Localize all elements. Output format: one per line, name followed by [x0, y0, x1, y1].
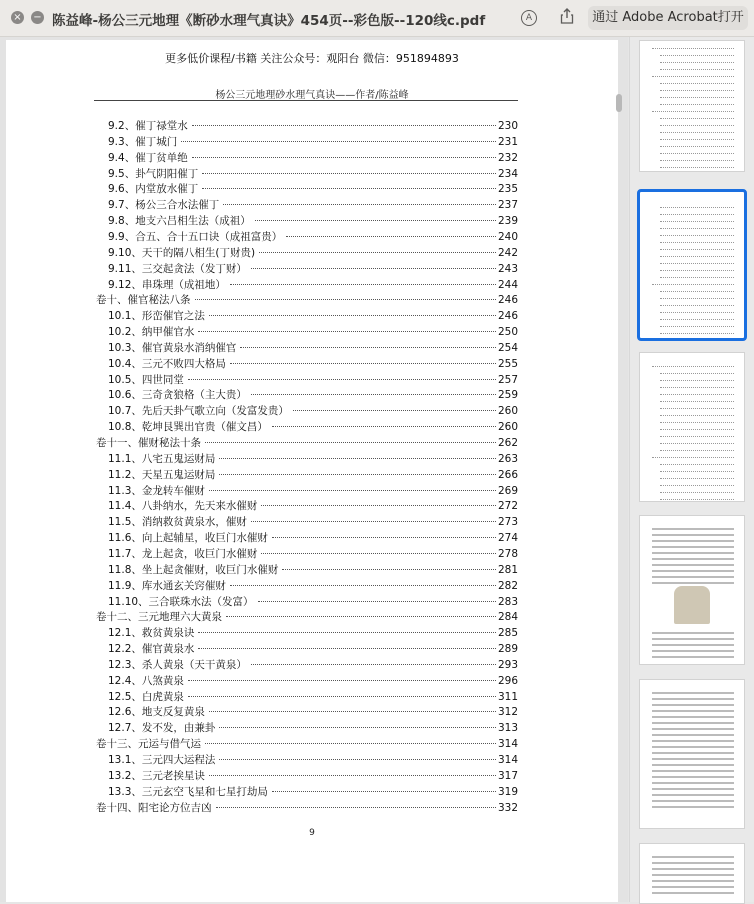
toc-entry-label: 9.3、催丁城门 [108, 135, 178, 148]
toc-entry[interactable] [108, 372, 518, 388]
toc-entry[interactable] [108, 419, 518, 435]
toc-leader-dots [188, 680, 496, 681]
toc-leader-dots [181, 141, 496, 142]
toc-entry-page: 273 [497, 516, 518, 529]
toc-entry-label: 11.3、金龙转车催财 [108, 484, 205, 497]
toc-leader-dots [226, 616, 496, 617]
toc-entry-label: 11.8、坐上起贪催财，收巨门水催财 [108, 563, 279, 576]
page-thumbnail[interactable] [639, 679, 745, 829]
toc-entry-label: 10.2、纳甲催官水 [108, 326, 195, 339]
close-window-button[interactable]: × [11, 11, 24, 24]
toc-entry-label: 12.3、杀人黄泉（天干黄泉） [108, 658, 247, 671]
toc-entry[interactable] [108, 150, 518, 166]
toc-leader-dots [282, 569, 496, 570]
toc-entry-label: 12.5、白虎黄泉 [108, 690, 184, 703]
toc-entry[interactable] [108, 451, 518, 467]
toc-leader-dots [198, 632, 496, 633]
portrait-figure-icon [674, 586, 710, 624]
title-bar [0, 0, 754, 37]
toc-entry-page: 314 [497, 754, 518, 766]
toc-leader-dots [251, 268, 496, 269]
toc-entry-label: 9.7、杨公三合水法催丁 [108, 199, 220, 212]
toc-entry[interactable] [108, 245, 518, 261]
toc-entry-label: 10.1、形峦催官之法 [108, 310, 205, 323]
toc-entry[interactable] [108, 340, 518, 356]
toc-entry-page: 296 [497, 674, 518, 687]
toc-entry-label: 9.5、卦气阴阳催丁 [108, 167, 199, 180]
toc-entry-label: 12.6、地支反复黄泉 [108, 706, 205, 719]
toc-entry[interactable] [96, 435, 518, 451]
toc-entry[interactable] [108, 625, 518, 641]
toc-leader-dots [202, 173, 496, 174]
thumbnail-sidebar[interactable] [629, 37, 754, 902]
toc-entry[interactable] [108, 546, 518, 562]
toc-entry-page: 255 [497, 357, 518, 370]
toc-leader-dots [293, 410, 496, 411]
pdf-page [6, 40, 618, 902]
toc-entry-label: 13.2、三元老挨星诀 [108, 769, 205, 782]
toc-leader-dots [202, 188, 496, 189]
toc-entry-label: 卷十、催官秘法八条 [96, 294, 191, 307]
toc-entry-label: 11.5、消纳救贫黄泉水，催财 [108, 516, 247, 529]
toc-entry[interactable] [108, 356, 518, 372]
toc-entry[interactable] [108, 118, 518, 134]
header-rule [94, 100, 518, 101]
toc-entry[interactable] [108, 530, 518, 546]
toc-entry[interactable] [108, 277, 518, 293]
toc-entry[interactable] [108, 166, 518, 182]
toc-leader-dots [219, 727, 496, 728]
toc-entry[interactable] [108, 562, 518, 578]
toc-entry-label: 10.3、催官黄泉水消纳催官 [108, 341, 237, 354]
toc-entry[interactable] [108, 403, 518, 419]
page-thumbnail-selected[interactable] [637, 189, 747, 341]
toc-entry-page: 313 [497, 722, 518, 735]
toc-entry-page: 240 [497, 230, 518, 243]
toc-leader-dots [251, 521, 496, 522]
toc-entry-page: 243 [497, 262, 518, 275]
minimize-window-button[interactable]: − [31, 11, 44, 24]
toc-entry-label: 9.8、地支六吕相生法（成祖） [108, 215, 251, 228]
toc-entry[interactable] [108, 197, 518, 213]
toc-entry-page: 250 [497, 326, 518, 339]
toc-leader-dots [209, 775, 496, 776]
toc-leader-dots [198, 648, 496, 649]
toc-entry-label: 9.11、三交起贪法（发丁财） [108, 262, 247, 275]
toc-entry-label: 12.4、八煞黄泉 [108, 674, 184, 687]
toc-entry-page: 274 [497, 532, 518, 545]
toc-entry-label: 卷十四、阳宅论方位吉凶 [96, 801, 212, 814]
toc-entry-page: 319 [497, 785, 518, 798]
toc-leader-dots [272, 537, 496, 538]
toc-entry-page: 272 [497, 500, 518, 513]
toc-entry-page: 311 [497, 690, 518, 703]
toc-entry-label: 11.9、库水通玄关窍催财 [108, 579, 226, 592]
toc-entry[interactable] [96, 292, 518, 308]
toc-entry-page: 246 [497, 310, 518, 323]
page-thumbnail[interactable] [639, 843, 745, 904]
toc-entry[interactable] [108, 181, 518, 197]
toc-leader-dots [219, 759, 496, 760]
toc-entry-label: 12.1、救贫黄泉诀 [108, 627, 195, 640]
toc-entry-page: 284 [497, 611, 518, 624]
toc-entry-page: 285 [497, 627, 518, 640]
toc-entry[interactable] [108, 689, 518, 705]
main-scrollbar[interactable] [616, 94, 622, 112]
toc-entry-label: 9.9、合五、合十五口诀（成祖富贵） [108, 230, 283, 243]
toc-entry[interactable] [96, 609, 518, 625]
toc-entry-label: 11.7、龙上起贪，收巨门水催财 [108, 547, 258, 560]
toc-leader-dots [209, 711, 496, 712]
toc-entry-label: 12.7、发不发，由兼卦 [108, 722, 216, 735]
toc-entry[interactable] [108, 673, 518, 689]
page-thumbnail[interactable] [639, 352, 745, 502]
toc-entry-label: 11.4、八卦纳水，先天来水催财 [108, 500, 258, 513]
toc-entry-page: 246 [497, 294, 518, 307]
toc-entry[interactable] [108, 514, 518, 530]
toc-entry-page: 254 [497, 341, 518, 354]
toc-entry-page: 266 [497, 468, 518, 481]
toc-entry-page: 281 [497, 563, 518, 576]
toc-entry-label: 13.1、三元四大运程法 [108, 754, 216, 766]
page-number: 9 [309, 828, 315, 838]
toc-entry-page: 332 [497, 801, 518, 814]
document-viewer[interactable] [0, 37, 628, 902]
toc-leader-dots [192, 157, 496, 158]
toc-entry-page: 269 [497, 484, 518, 497]
toc-entry-label: 卷十二、三元地理六大黄泉 [96, 611, 222, 624]
toc-entry-page: 235 [497, 183, 518, 196]
page-thumbnail[interactable] [639, 40, 745, 172]
toc-leader-dots [219, 474, 496, 475]
toc-leader-dots [219, 458, 496, 459]
promo-line: 更多低价课程/书籍 关注公众号：观阳台 微信：951894893 [165, 52, 459, 65]
toc-leader-dots [261, 553, 496, 554]
toc-entry-page: 242 [497, 246, 518, 259]
toc-leader-dots [251, 394, 496, 395]
toc-entry[interactable] [96, 800, 518, 816]
toc-entry[interactable] [108, 578, 518, 594]
toc-leader-dots [223, 204, 496, 205]
toc-entry-page: 278 [497, 547, 518, 560]
toc-entry-page: 293 [497, 658, 518, 671]
toc-entry-page: 237 [497, 199, 518, 212]
toc-leader-dots [205, 743, 496, 744]
toc-entry[interactable] [108, 498, 518, 514]
toc-leader-dots [251, 664, 496, 665]
toc-entry-page: 263 [497, 452, 518, 465]
toc-entry-page: 314 [497, 738, 518, 751]
toc-entry-page: 239 [497, 215, 518, 228]
toc-entry[interactable] [108, 657, 518, 673]
toc-leader-dots [230, 585, 496, 586]
toc-entry-label: 10.4、三元不败四大格局 [108, 357, 226, 370]
toc-entry-page: 244 [497, 278, 518, 291]
toc-entry-label: 9.2、催丁禄堂水 [108, 120, 188, 132]
toc-entry-page: 317 [497, 769, 518, 782]
toc-entry[interactable] [108, 467, 518, 483]
toc-entry[interactable] [108, 134, 518, 150]
toc-entry[interactable] [108, 768, 518, 784]
toc-entry[interactable] [108, 720, 518, 736]
toc-entry-label: 11.10、三合联珠水法（发富） [108, 595, 254, 608]
toc-leader-dots [240, 347, 496, 348]
markup-icon[interactable]: A [519, 8, 539, 28]
toc-leader-dots [209, 490, 496, 491]
toc-entry-page: 282 [497, 579, 518, 592]
window-title: 陈益峰-杨公三元地理《断砂水理气真诀》454页--彩色版--120线c.pdf [52, 13, 486, 29]
toc-entry-label: 11.6、向上起辅星，收巨门水催财 [108, 532, 268, 545]
toc-entry-page: 257 [497, 373, 518, 386]
toc-entry[interactable] [108, 594, 518, 610]
toc-entry-page: 312 [497, 706, 518, 719]
toc-entry[interactable] [108, 229, 518, 245]
toc-entry[interactable] [108, 308, 518, 324]
toc-entry-page: 262 [497, 437, 518, 449]
toc-entry[interactable] [108, 387, 518, 403]
toc-leader-dots [261, 505, 496, 506]
document-header: 杨公三元地理砂水理气真诀——作者/陈益峰 [215, 90, 409, 101]
toc-leader-dots [259, 252, 496, 253]
page-thumbnail[interactable] [639, 515, 745, 665]
toc-entry-page: 289 [497, 643, 518, 656]
toc-entry[interactable] [108, 752, 518, 768]
toc-entry-page: 260 [497, 421, 518, 434]
toc-leader-dots [209, 315, 496, 316]
toc-leader-dots [195, 299, 496, 300]
toc-leader-dots [230, 363, 496, 364]
toc-entry-page: 283 [497, 595, 518, 608]
toc-entry-page: 259 [497, 389, 518, 402]
toc-leader-dots [188, 696, 496, 697]
toc-entry-label: 9.6、内堂放水催丁 [108, 183, 199, 196]
toc-leader-dots [230, 284, 496, 285]
toc-entry-page: 231 [497, 135, 518, 148]
toc-entry[interactable] [96, 736, 518, 752]
toc-entry-page: 232 [497, 151, 518, 164]
toc-entry-label: 9.12、串珠理（成祖地） [108, 278, 226, 291]
toc-entry[interactable] [108, 483, 518, 499]
toc-entry-label: 10.7、先后天卦气歌立向（发富发贵） [108, 405, 289, 418]
toc-leader-dots [188, 379, 496, 380]
toc-entry-label: 11.1、八宅五鬼运财局 [108, 452, 216, 465]
toc-leader-dots [286, 236, 496, 237]
toc-entry-page: 234 [497, 167, 518, 180]
toc-leader-dots [272, 791, 496, 792]
toc-entry-label: 卷十一、催财秘法十条 [96, 437, 201, 449]
toc-entry[interactable] [108, 261, 518, 277]
toc-entry-page: 260 [497, 405, 518, 418]
toc-entry-label: 12.2、催官黄泉水 [108, 643, 195, 656]
toc-entry-page: 230 [497, 120, 518, 132]
toc-leader-dots [216, 807, 496, 808]
toc-entry-label: 10.6、三奇贪狼格（主大贵） [108, 389, 247, 402]
toc-entry-label: 13.3、三元玄空飞星和七星打劫局 [108, 785, 268, 798]
toc-entry[interactable] [108, 704, 518, 720]
toc-entry[interactable] [108, 213, 518, 229]
toc-entry-label: 9.4、催丁贫单绝 [108, 151, 188, 164]
open-in-acrobat-button[interactable]: 通过 Adobe Acrobat打开 [588, 6, 748, 30]
toc-leader-dots [258, 601, 496, 602]
toc-entry-label: 10.5、四世同堂 [108, 373, 184, 386]
toc-leader-dots [198, 331, 496, 332]
toc-entry[interactable] [108, 324, 518, 340]
toc-entry-label: 9.10、天干的隔八相生(丁财贵) [108, 246, 256, 259]
toc-entry[interactable] [108, 641, 518, 657]
toc-entry-label: 卷十三、元运与借气运 [96, 738, 201, 751]
share-icon[interactable] [557, 8, 577, 28]
toc-leader-dots [205, 442, 496, 443]
toc-leader-dots [272, 426, 496, 427]
toc-leader-dots [255, 220, 496, 221]
toc-entry-label: 10.8、乾坤艮巽出官贵（催文昌） [108, 421, 268, 434]
toc-entry[interactable] [108, 784, 518, 800]
toc-leader-dots [192, 125, 496, 126]
toc-entry-label: 11.2、天星五鬼运财局 [108, 468, 216, 481]
